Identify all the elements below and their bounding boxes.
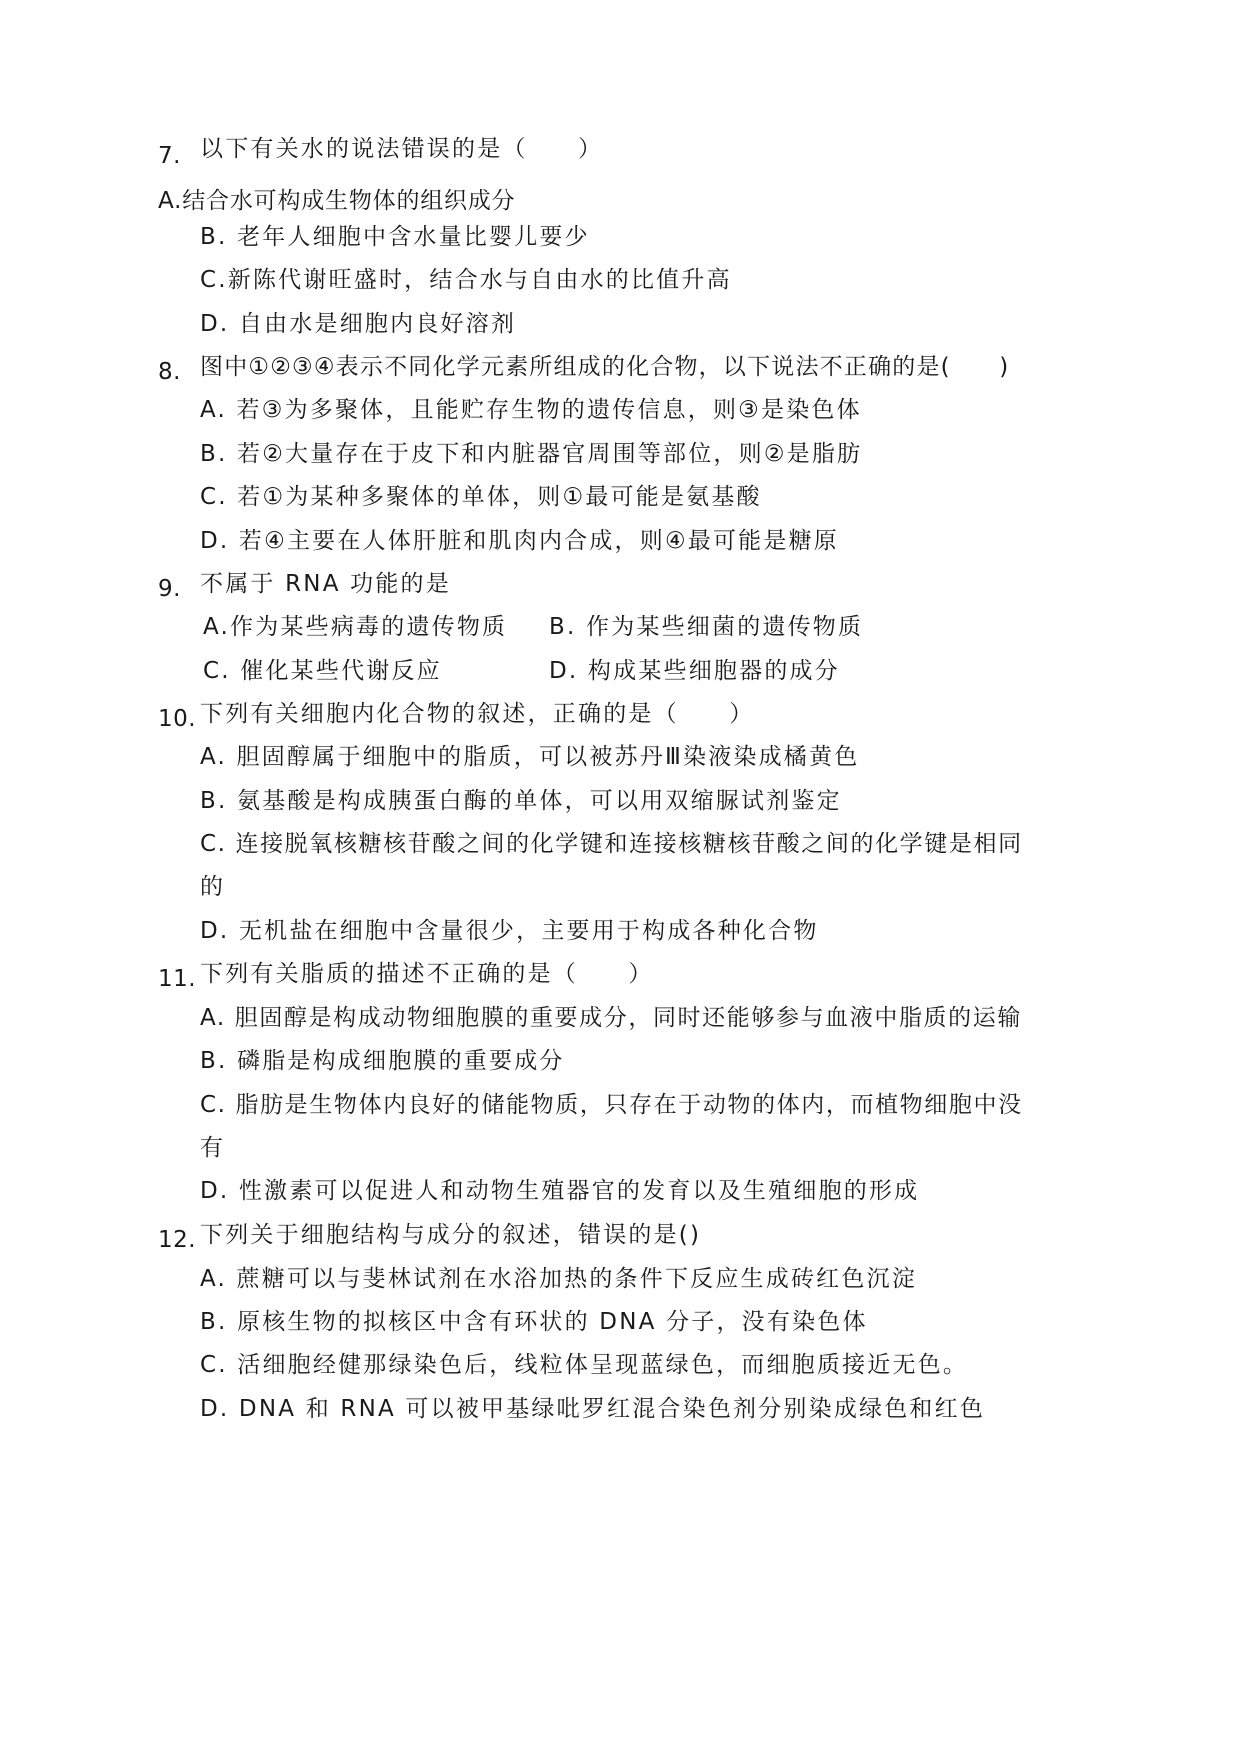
question-9-stem: 不属于 RNA 功能的是 — [200, 571, 451, 597]
question-10-option-b: B. 氨基酸是构成胰蛋白酶的单体，可以用双缩脲试剂鉴定 — [200, 788, 842, 814]
question-7-option-a: A.结合水可构成生物体的组织成分 — [158, 188, 516, 214]
question-10-stem: 下列有关细胞内化合物的叙述，正确的是（ ） — [200, 701, 755, 727]
question-10-number: 10. — [158, 706, 197, 732]
question-9-option-a: A.作为某些病毒的遗传物质 — [203, 614, 508, 640]
question-11-option-a: A. 胆固醇是构成动物细胞膜的重要成分，同时还能够参与血液中脂质的运输 — [200, 1005, 1022, 1031]
question-12-stem: 下列关于细胞结构与成分的叙述，错误的是() — [200, 1222, 702, 1248]
question-9-option-c: C. 催化某些代谢反应 — [203, 658, 442, 684]
question-8-stem: 图中①②③④表示不同化学元素所组成的化合物，以下说法不正确的是( ) — [200, 354, 1010, 380]
question-12-option-c: C. 活细胞经健那绿染色后，线粒体呈现蓝绿色，而细胞质接近无色。 — [200, 1352, 969, 1378]
question-12-option-d: D. DNA 和 RNA 可以被甲基绿吡罗红混合染色剂分别染成绿色和红色 — [200, 1396, 986, 1422]
question-9-option-b: B. 作为某些细菌的遗传物质 — [549, 614, 864, 640]
question-11-option-c-continued: 有 — [200, 1135, 226, 1161]
question-7-option-b: B. 老年人细胞中含水量比婴儿要少 — [200, 224, 590, 250]
question-9-number: 9. — [158, 576, 181, 602]
question-11-stem: 下列有关脂质的描述不正确的是（ ） — [200, 961, 654, 987]
question-12-number: 12. — [158, 1227, 197, 1253]
question-12-option-b: B. 原核生物的拟核区中含有环状的 DNA 分子，没有染色体 — [200, 1309, 868, 1335]
question-10-option-a: A. 胆固醇属于细胞中的脂质，可以被苏丹Ⅲ染液染成橘黄色 — [200, 744, 860, 770]
question-8-number: 8. — [158, 359, 181, 385]
question-8-option-c: C. 若①为某种多聚体的单体，则①最可能是氨基酸 — [200, 484, 762, 510]
question-8-option-a: A. 若③为多聚体，且能贮存生物的遗传信息，则③是染色体 — [200, 397, 862, 423]
question-7-option-c: C.新陈代谢旺盛时，结合水与自由水的比值升高 — [200, 267, 732, 293]
question-7-number: 7. — [158, 143, 181, 169]
question-9-option-d: D. 构成某些细胞器的成分 — [549, 658, 840, 684]
question-10-option-d: D. 无机盐在细胞中含量很少，主要用于构成各种化合物 — [200, 918, 819, 944]
question-11-number: 11. — [158, 966, 197, 992]
question-10-option-c-continued: 的 — [200, 874, 226, 900]
question-12-option-a: A. 蔗糖可以与斐林试剂在水浴加热的条件下反应生成砖红色沉淀 — [200, 1266, 917, 1292]
question-11-option-d: D. 性激素可以促进人和动物生殖器官的发育以及生殖细胞的形成 — [200, 1178, 920, 1204]
question-11-option-c: C. 脂肪是生物体内良好的储能物质，只存在于动物的体内，而植物细胞中没 — [200, 1092, 1023, 1118]
question-7-stem: 以下有关水的说法错误的是（ ） — [200, 136, 604, 162]
question-7-option-d: D. 自由水是细胞内良好溶剂 — [200, 311, 517, 337]
question-8-option-d: D. 若④主要在人体肝脏和肌肉内合成，则④最可能是糖原 — [200, 528, 839, 554]
question-10-option-c: C. 连接脱氧核糖核苷酸之间的化学键和连接核糖核苷酸之间的化学键是相同 — [200, 831, 1023, 857]
question-8-option-b: B. 若②大量存在于皮下和内脏器官周围等部位，则②是脂肪 — [200, 441, 863, 467]
question-11-option-b: B. 磷脂是构成细胞膜的重要成分 — [200, 1048, 565, 1074]
